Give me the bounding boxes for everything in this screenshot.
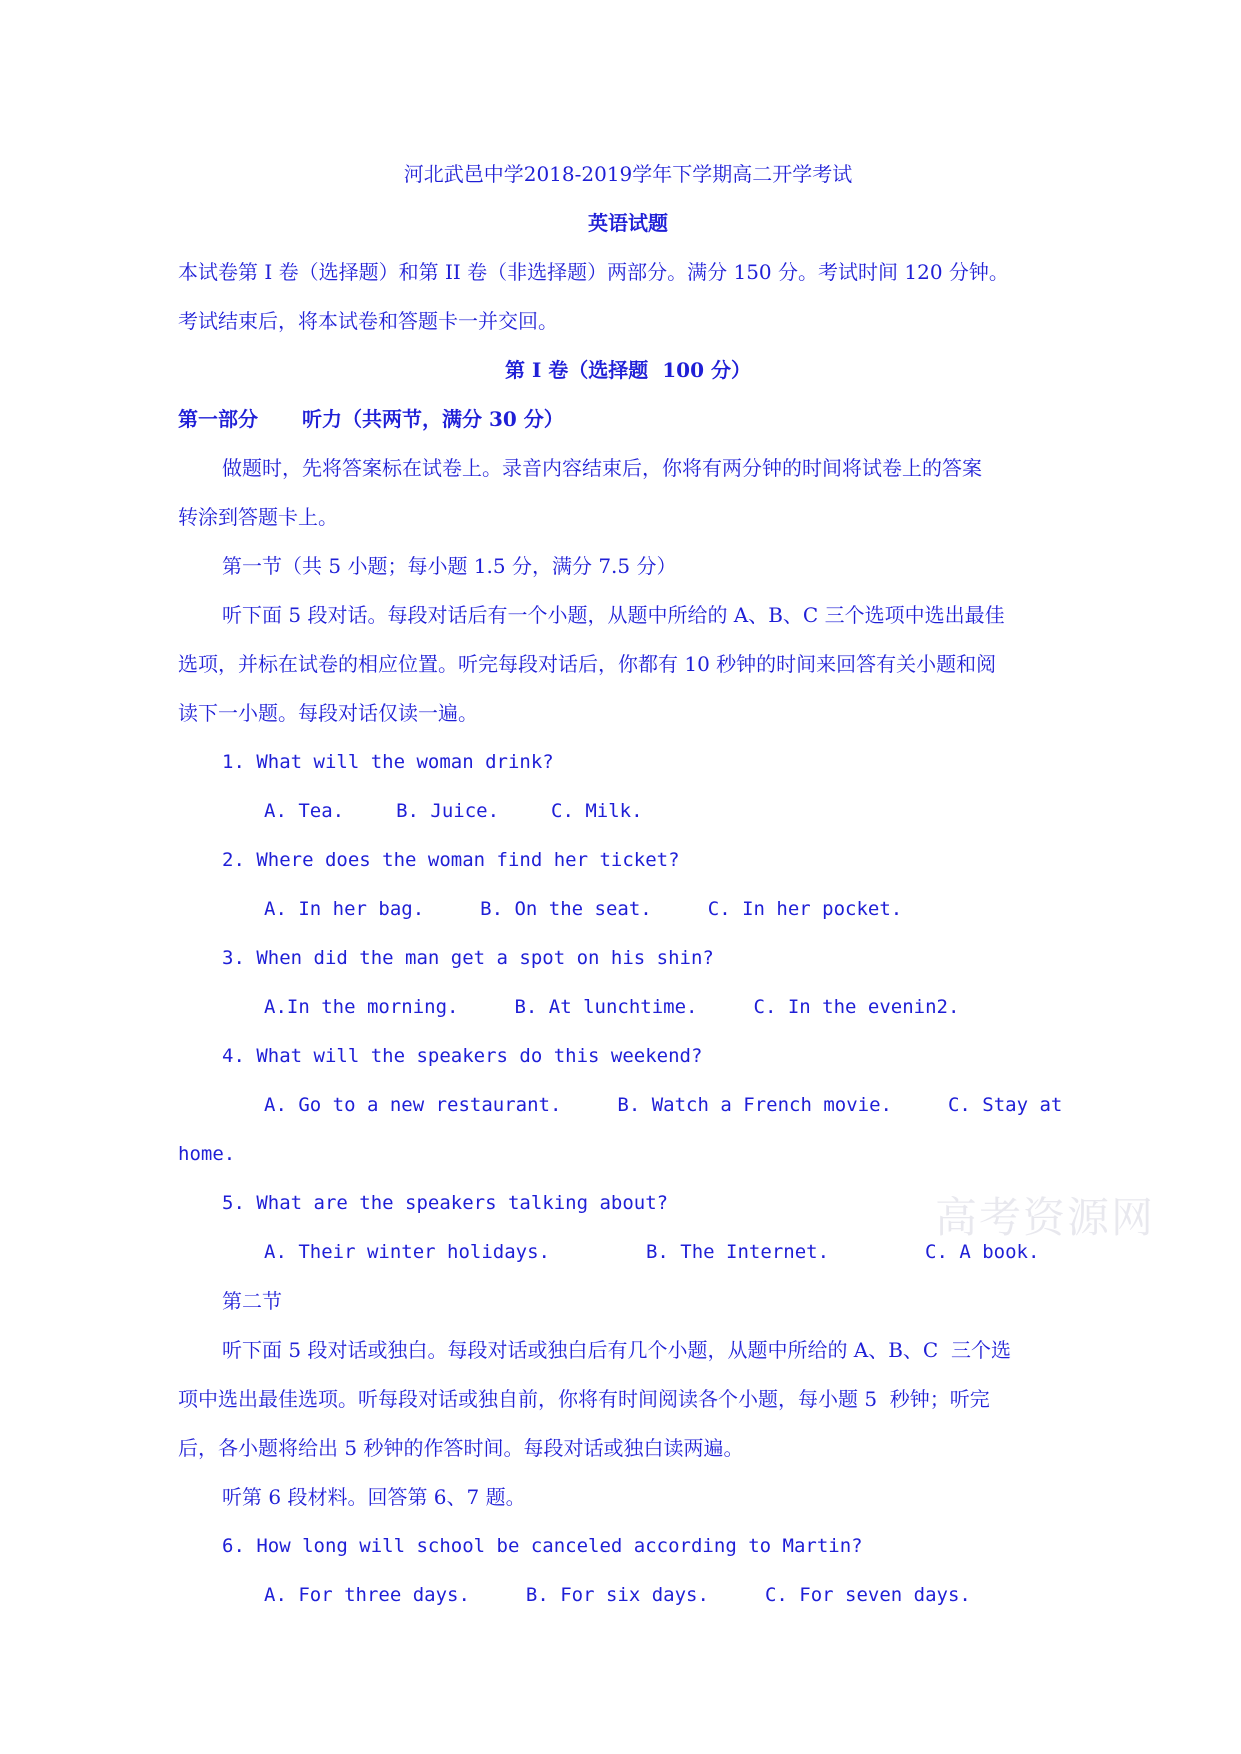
- section2-title: 第二节: [222, 1289, 282, 1313]
- option-a: A. In her bag.: [264, 898, 425, 920]
- intro-line-1: 本试卷第 I 卷（选择题）和第 II 卷（非选择题）两部分。满分 150 分。考试时间 120 分钟。: [178, 260, 1009, 284]
- question-5-options: [178, 1238, 1078, 1287]
- section1-title: 第一节（共 5 小题；每小题 1.5 分，满分 7.5 分）: [222, 554, 677, 578]
- part1-instructions-line-2: 转涂到答题卡上。: [178, 505, 338, 529]
- material-note: 听第 6 段材料。回答第 6、7 题。: [222, 1485, 526, 1509]
- question-4-option-c-continued: home.: [178, 1143, 236, 1165]
- part1-title: 听力（共两节，满分 30 分）: [302, 407, 564, 431]
- part1-label: 第一部分: [178, 407, 258, 431]
- question-6: 6. How long will school be canceled according to Martin?: [222, 1535, 863, 1557]
- question-4: 4. What will the speakers do this weekend?: [222, 1045, 703, 1067]
- question-1: 1. What will the woman drink?: [222, 751, 554, 773]
- option-a: A.In the morning.: [264, 996, 459, 1018]
- subject-title: 英语试题: [588, 211, 668, 235]
- option-c: C. In the evenin2.: [753, 996, 960, 1018]
- option-a: A. For three days.: [264, 1584, 470, 1606]
- question-6-options: [178, 1581, 1078, 1630]
- option-c: C. For seven days.: [764, 1584, 971, 1606]
- volume1-title: 第 I 卷（选择题 100 分）: [505, 358, 751, 382]
- part1-instructions-line-1: 做题时，先将答案标在试卷上。录音内容结束后，你将有两分钟的时间将试卷上的答案: [222, 456, 982, 480]
- section2-instructions-line-1: 听下面 5 段对话或独白。每段对话或独白后有几个小题，从题中所给的 A、B、C 三个选: [222, 1338, 1011, 1362]
- question-2-options: [178, 895, 1078, 944]
- exam-title: 河北武邑中学2018-2019学年下学期高二开学考试: [403, 162, 853, 186]
- question-3-options: [178, 993, 1078, 1042]
- section1-instructions-line-2: 选项，并标在试卷的相应位置。听完每段对话后，你都有 10 秒钟的时间来回答有关小题和阅: [178, 652, 997, 676]
- option-b: B. Juice.: [396, 800, 500, 822]
- option-a: A. Tea.: [264, 800, 345, 822]
- option-c: C. A book.: [925, 1241, 1040, 1263]
- option-b: B. Watch a French movie.: [617, 1094, 892, 1116]
- option-b: B. At lunchtime.: [514, 996, 698, 1018]
- option-b: B. The Internet.: [645, 1241, 830, 1263]
- question-2: 2. Where does the woman find her ticket?: [222, 849, 680, 871]
- section1-instructions-line-1: 听下面 5 段对话。每段对话后有一个小题，从题中所给的 A、B、C 三个选项中选出最佳: [222, 603, 1005, 627]
- question-1-options: [178, 797, 1078, 846]
- option-b: B. On the seat.: [480, 898, 652, 920]
- option-a: A. Go to a new restaurant.: [264, 1094, 562, 1116]
- section2-instructions-line-2: 项中选出最佳选项。听每段对话或独自前，你将有时间阅读各个小题，每小题 5 秒钟；听完: [178, 1387, 990, 1411]
- option-b: B. For six days.: [525, 1584, 709, 1606]
- option-a: A. Their winter holidays.: [264, 1241, 550, 1263]
- watermark: 高考资源网: [935, 1193, 1156, 1242]
- question-4-options: [178, 1091, 1078, 1140]
- option-c: C. In her pocket.: [707, 898, 903, 920]
- question-5: 5. What are the speakers talking about?: [222, 1192, 669, 1214]
- intro-line-2: 考试结束后，将本试卷和答题卡一并交回。: [178, 309, 558, 333]
- part1-heading: [178, 405, 1078, 454]
- section1-instructions-line-3: 读下一小题。每段对话仅读一遍。: [178, 701, 478, 725]
- option-c: C. Stay at: [947, 1094, 1063, 1116]
- section2-instructions-line-3: 后，各小题将给出 5 秒钟的作答时间。每段对话或独白读两遍。: [178, 1436, 744, 1460]
- option-c: C. Milk.: [551, 800, 643, 822]
- exam-page: [178, 160, 1078, 1630]
- question-3: 3. When did the man get a spot on his shin?: [222, 947, 714, 969]
